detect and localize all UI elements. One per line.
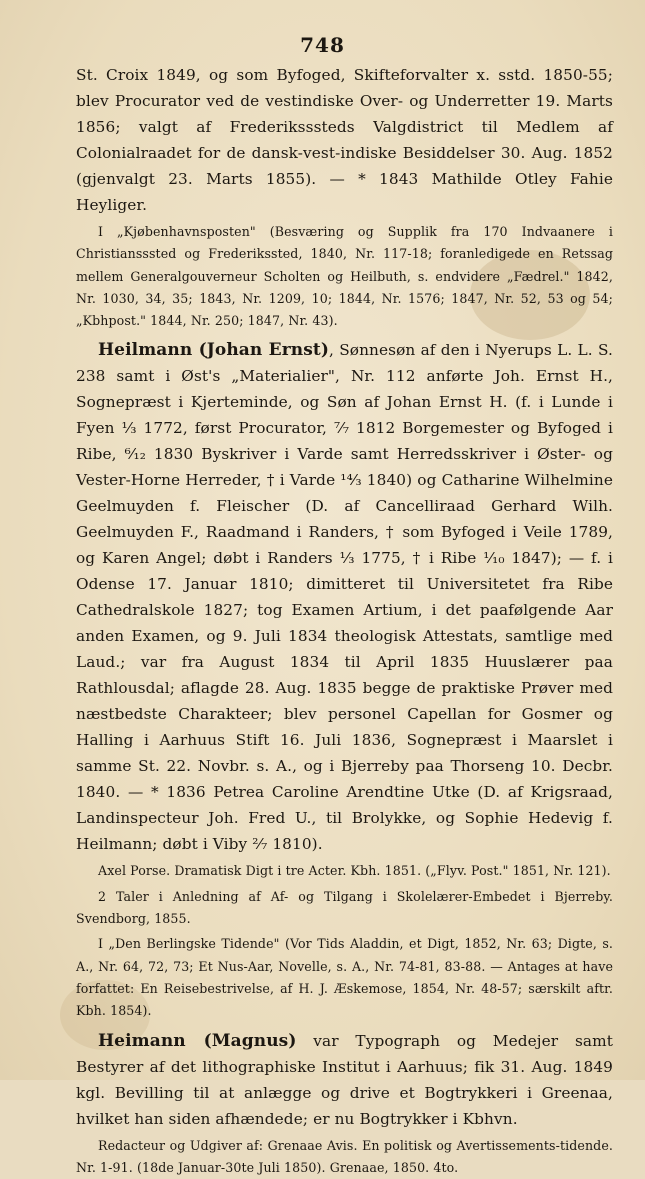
paragraph-work — [76, 860, 613, 882]
entry-name: Heilmann (Johan Ernst) — [98, 340, 329, 361]
page-number: 748 — [300, 33, 345, 57]
paragraph-work — [76, 886, 613, 931]
paragraph-text: , Sønnesøn af den i Nyerups L. L. S. 238 samt i Øst's „Materialier", Nr. 112 anførte Joh. Ernst H., Sognepræst i Kjerteminde, og Søn af Johan Ernst H. (f. i Lunde i Fyen ¹⁄₃ 1772, først Procurator, ⁷⁄₇ 1812 Borgemester og Byfoged i Ribe, ⁶⁄₁₂ 1830 Byskriver i Varde samt Herredsskriver i Øster- og Vester-Horne Herreder, † i Varde ¹⁴⁄₃ 1840) og Catharine Wilhelmine Geelmuyden f. Fleischer (D. af Cancelliraad Gerhard Wilh. Geelmuyden F., Raadmand i Randers, † som Byfoged i Veile 1789, og Karen Angel; døbt i Randers ¹⁄₃ 1775, † i Ribe ¹⁄₁₀ 1847); — f. i Odense 17. Januar 1810; dimitteret til Universitetet fra Ribe Cathedralskole 1827; tog Examen Artium, i det paafølgende Aar anden Examen, og 9. Juli 1834 theologisk Attestats, samtlige med Laud.; var fra August 1834 til April 1835 Huuslærer paa Rathlousdal; aflagde 28. Aug. 1835 begge de praktiske Prøver med næstbedste Charakteer; blev personel Capellan for Gosmer og Halling i Aarhuus Stift 16. Juli 1836, Sognepræst i Maarslet i samme St. 22. Novbr. s. A., og i Bjerreby paa Thorseng 10. Decbr. 1840. — * 1836 Petrea Caroline Arendtine Utke (D. af Krigsraad, Landinspecteur Joh. Fred U., til Brolykke, og Sophie Hedevig f. Heilmann; døbt i Viby ²⁄₇ 1810). — [76, 341, 613, 854]
paragraph-text: I „Kjøbenhavnsposten" (Besværing og Supplik fra 170 Indvaanere i Christiansssted og Frederikssted, 1840, Nr. 117-18; foranledigede en Retssag mellem Generalgouverneur Scholten og Heilbuth, s. endvidere „Fædrel." 1842, Nr. 1030, 34, 35; 1843, Nr. 1209, 10; 1844, Nr. 1576; 1847, Nr. 52, 53 og 54; „Kbhpost." 1844, Nr. 250; 1847, Nr. 43). — [76, 224, 613, 329]
paragraph-reference — [76, 221, 613, 332]
paragraph-reference — [76, 933, 613, 1022]
entry-name: Heimann (Magnus) — [98, 1030, 297, 1051]
paragraph-text: Axel Porse. Dramatisk Digt i tre Acter. Kbh. 1851. („Flyv. Post." 1851, Nr. 121). — [98, 863, 611, 879]
paragraph-text: 2 Taler i Anledning af Af- og Tilgang i Skolelærer-Embedet i Bjerreby. Svendborg, 1855. — [76, 888, 613, 927]
paragraph-text: I „Den Berlingske Tidende" (Vor Tids Aladdin, et Digt, 1852, Nr. 63; Digte, s. A., Nr. 64, 72, 73; Et Nus-Aar, Novelle, s. A., Nr. 74-81, 83-88. — Antages at have forfattet: En Reisebestrivelse, af H. J. Æskemose, 1854, Nr. 48-57; særskilt aftr. Kbh. 1854). — [76, 936, 613, 1019]
text-column — [76, 62, 613, 1179]
paragraph-work — [76, 1135, 613, 1179]
paragraph-continuation — [76, 62, 613, 218]
paragraph-text: var Typograph og Medejer samt Bestyrer af det lithographiske Institut i Aarhuus; fik 31. Aug. 1849 kgl. Bevilling til at anlægge og drive et Bogtrykkeri i Greenaa, hvilket han siden afhændede; er nu Bogtrykker i Kbhvn. — [76, 1031, 613, 1128]
entry-heilmann — [76, 337, 613, 857]
paragraph-text: Redacteur og Udgiver af: Grenaae Avis. En politisk og Avertissements-tidende. Nr. 1-91. (18de Januar-30te Juli 1850). Grenaae, 1850. 4to. — [76, 1137, 613, 1175]
paragraph-text: St. Croix 1849, og som Byfoged, Skifteforvalter x. sstd. 1850-55; blev Procurator ved de vestindiske Over- og Underretter 19. Marts 1856; valgt af Frederiksssteds Valgdistrict til Medlem af Colonialraadet for de dansk-vest-indiske Besiddelser 30. Aug. 1852 (gjenvalgt 23. Marts 1855). — * 1843 Mathilde Otley Fahie Heyliger. — [76, 66, 613, 214]
